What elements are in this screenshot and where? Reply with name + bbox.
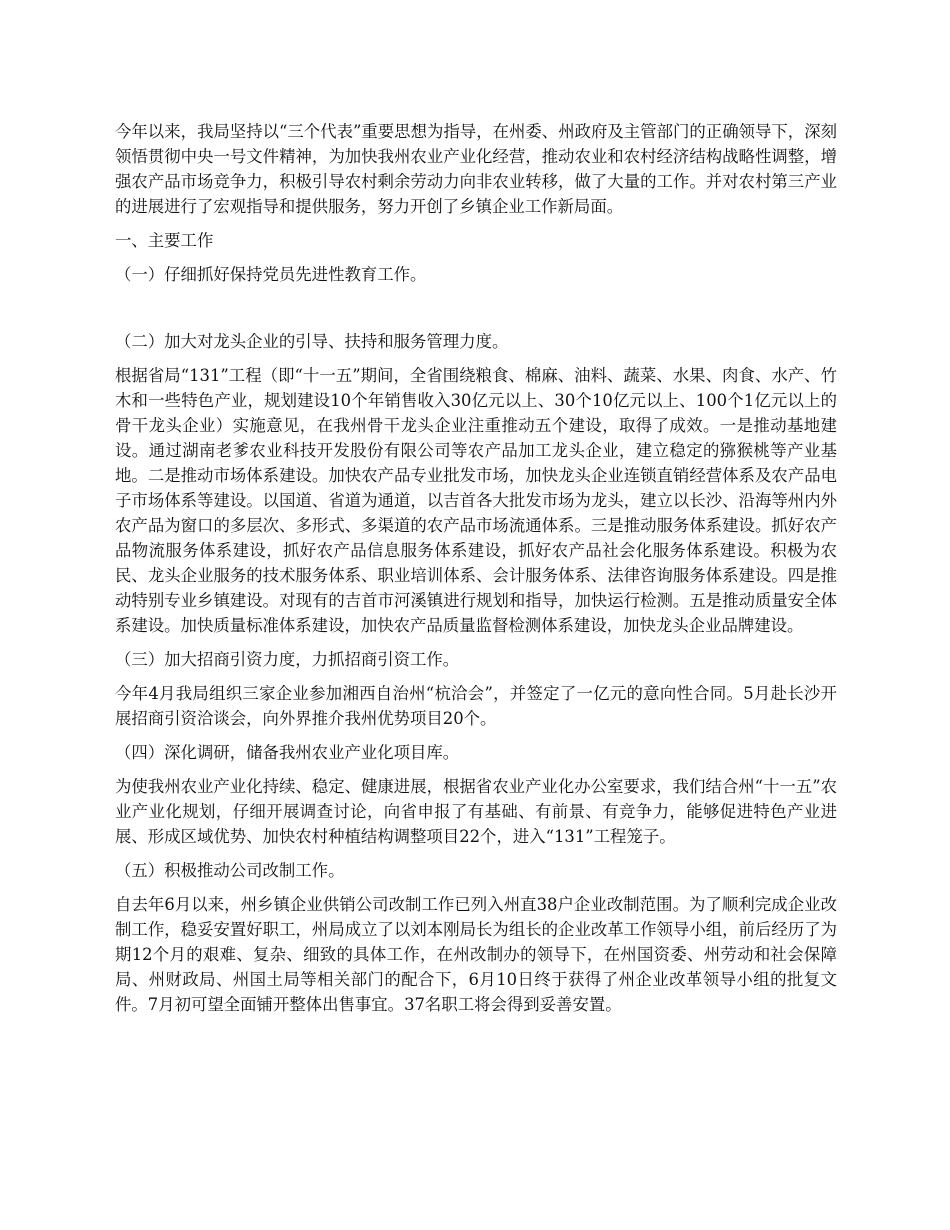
document-page — [115, 119, 837, 1026]
item-1-title: （一）仔细抓好保持党员先进性教育工作。 — [115, 265, 427, 284]
item-3-body: 今年4月我局组织三家企业参加湘西自治州“杭洽会”，并签定了一亿元的意向性合同。5月赴长沙开展招商引资洽谈会，向外界推介我州优势项目20个。 — [115, 684, 837, 728]
item-5-title: （五）积极推动公司改制工作。 — [115, 861, 345, 880]
section-heading: 一、主要工作 — [115, 231, 214, 250]
item-3-title: （三）加大招商引资力度，力抓招商引资工作。 — [115, 650, 460, 669]
item-2-body: 根据省局“131”工程（即“十一五”期间，全省围绕粮食、棉麻、油料、蔬菜、水果、肉食、水产、竹木和一些特色产业，规划建设10个年销售收入30亿元以上、30个10亿元以上、100个1亿元以上的骨干龙头企业）实施意见，在我州骨干龙头企业注重推动五个建设，取得了成效。一是推动基地建设。通过湖南老爹农业科技开发股份有限公司等农产品加工龙头企业，建立稳定的猕猴桃等产业基地。二是推动市场体系建设。加快农产品专业批发市场，加快龙头企业连锁直销经营体系及农产品电子市场体系等建设。以国道、省道为通道，以吉首各大批发市场为龙头，建立以长沙、沿海等州内外农产品为窗口的多层次、多形式、多渠道的农产品市场流通体系。三是推动服务体系建设。抓好农产品物流服务体系建设，抓好农产品信息服务体系建设，抓好农产品社会化服务体系建设。积极为农民、龙头企业服务的技术服务体系、职业培训体系、会计服务体系、法律咨询服务体系建设。四是推动特别专业乡镇建设。对现有的吉首市河溪镇进行规划和指导，加快运行检测。五是推动质量安全体系建设。加快质量标准体系建设，加快农产品质量监督检测体系建设，加快龙头企业品牌建设。 — [115, 366, 837, 635]
intro-paragraph: 今年以来，我局坚持以“三个代表”重要思想为指导，在州委、州政府及主管部门的正确领导下，深刻领悟贯彻中央一号文件精神，为加快我州农业产业化经营，推动农业和农村经济结构战略性调整，增强农产品市场竞争力，积极引导农村剩余劳动力向非农业转移，做了大量的工作。并对农村第三产业的进展进行了宏观指导和提供服务，努力开创了乡镇企业工作新局面。 — [115, 122, 837, 216]
item-4-body: 为使我州农业产业化持续、稳定、健康进展，根据省农业产业化办公室要求，我们结合州“十一五”农业产业化规划，仔细开展调查讨论，向省申报了有基础、有前景、有竞争力，能够促进特色产业进展、形成区域优势、加快农村种植结构调整项目22个，进入“131”工程笼子。 — [115, 777, 837, 846]
item-4-title: （四）深化调研，储备我州农业产业化项目库。 — [115, 743, 460, 762]
item-2-title: （二）加大对龙头企业的引导、扶持和服务管理力度。 — [115, 332, 509, 351]
item-5-body: 自去年6月以来，州乡镇企业供销公司改制工作已列入州直38户企业改制范围。为了顺利完成企业改制工作，稳妥安置好职工，州局成立了以刘本刚局长为组长的企业改革工作领导小组，前后经历了为期12个月的艰难、复杂、细致的具体工作，在州改制办的领导下，在州国资委、州劳动和社会保障局、州财政局、州国土局等相关部门的配合下，6月10日终于获得了州企业改革领导小组的批复文件。7月初可望全面铺开整体出售事宜。37名职工将会得到妥善安置。 — [115, 895, 837, 1014]
